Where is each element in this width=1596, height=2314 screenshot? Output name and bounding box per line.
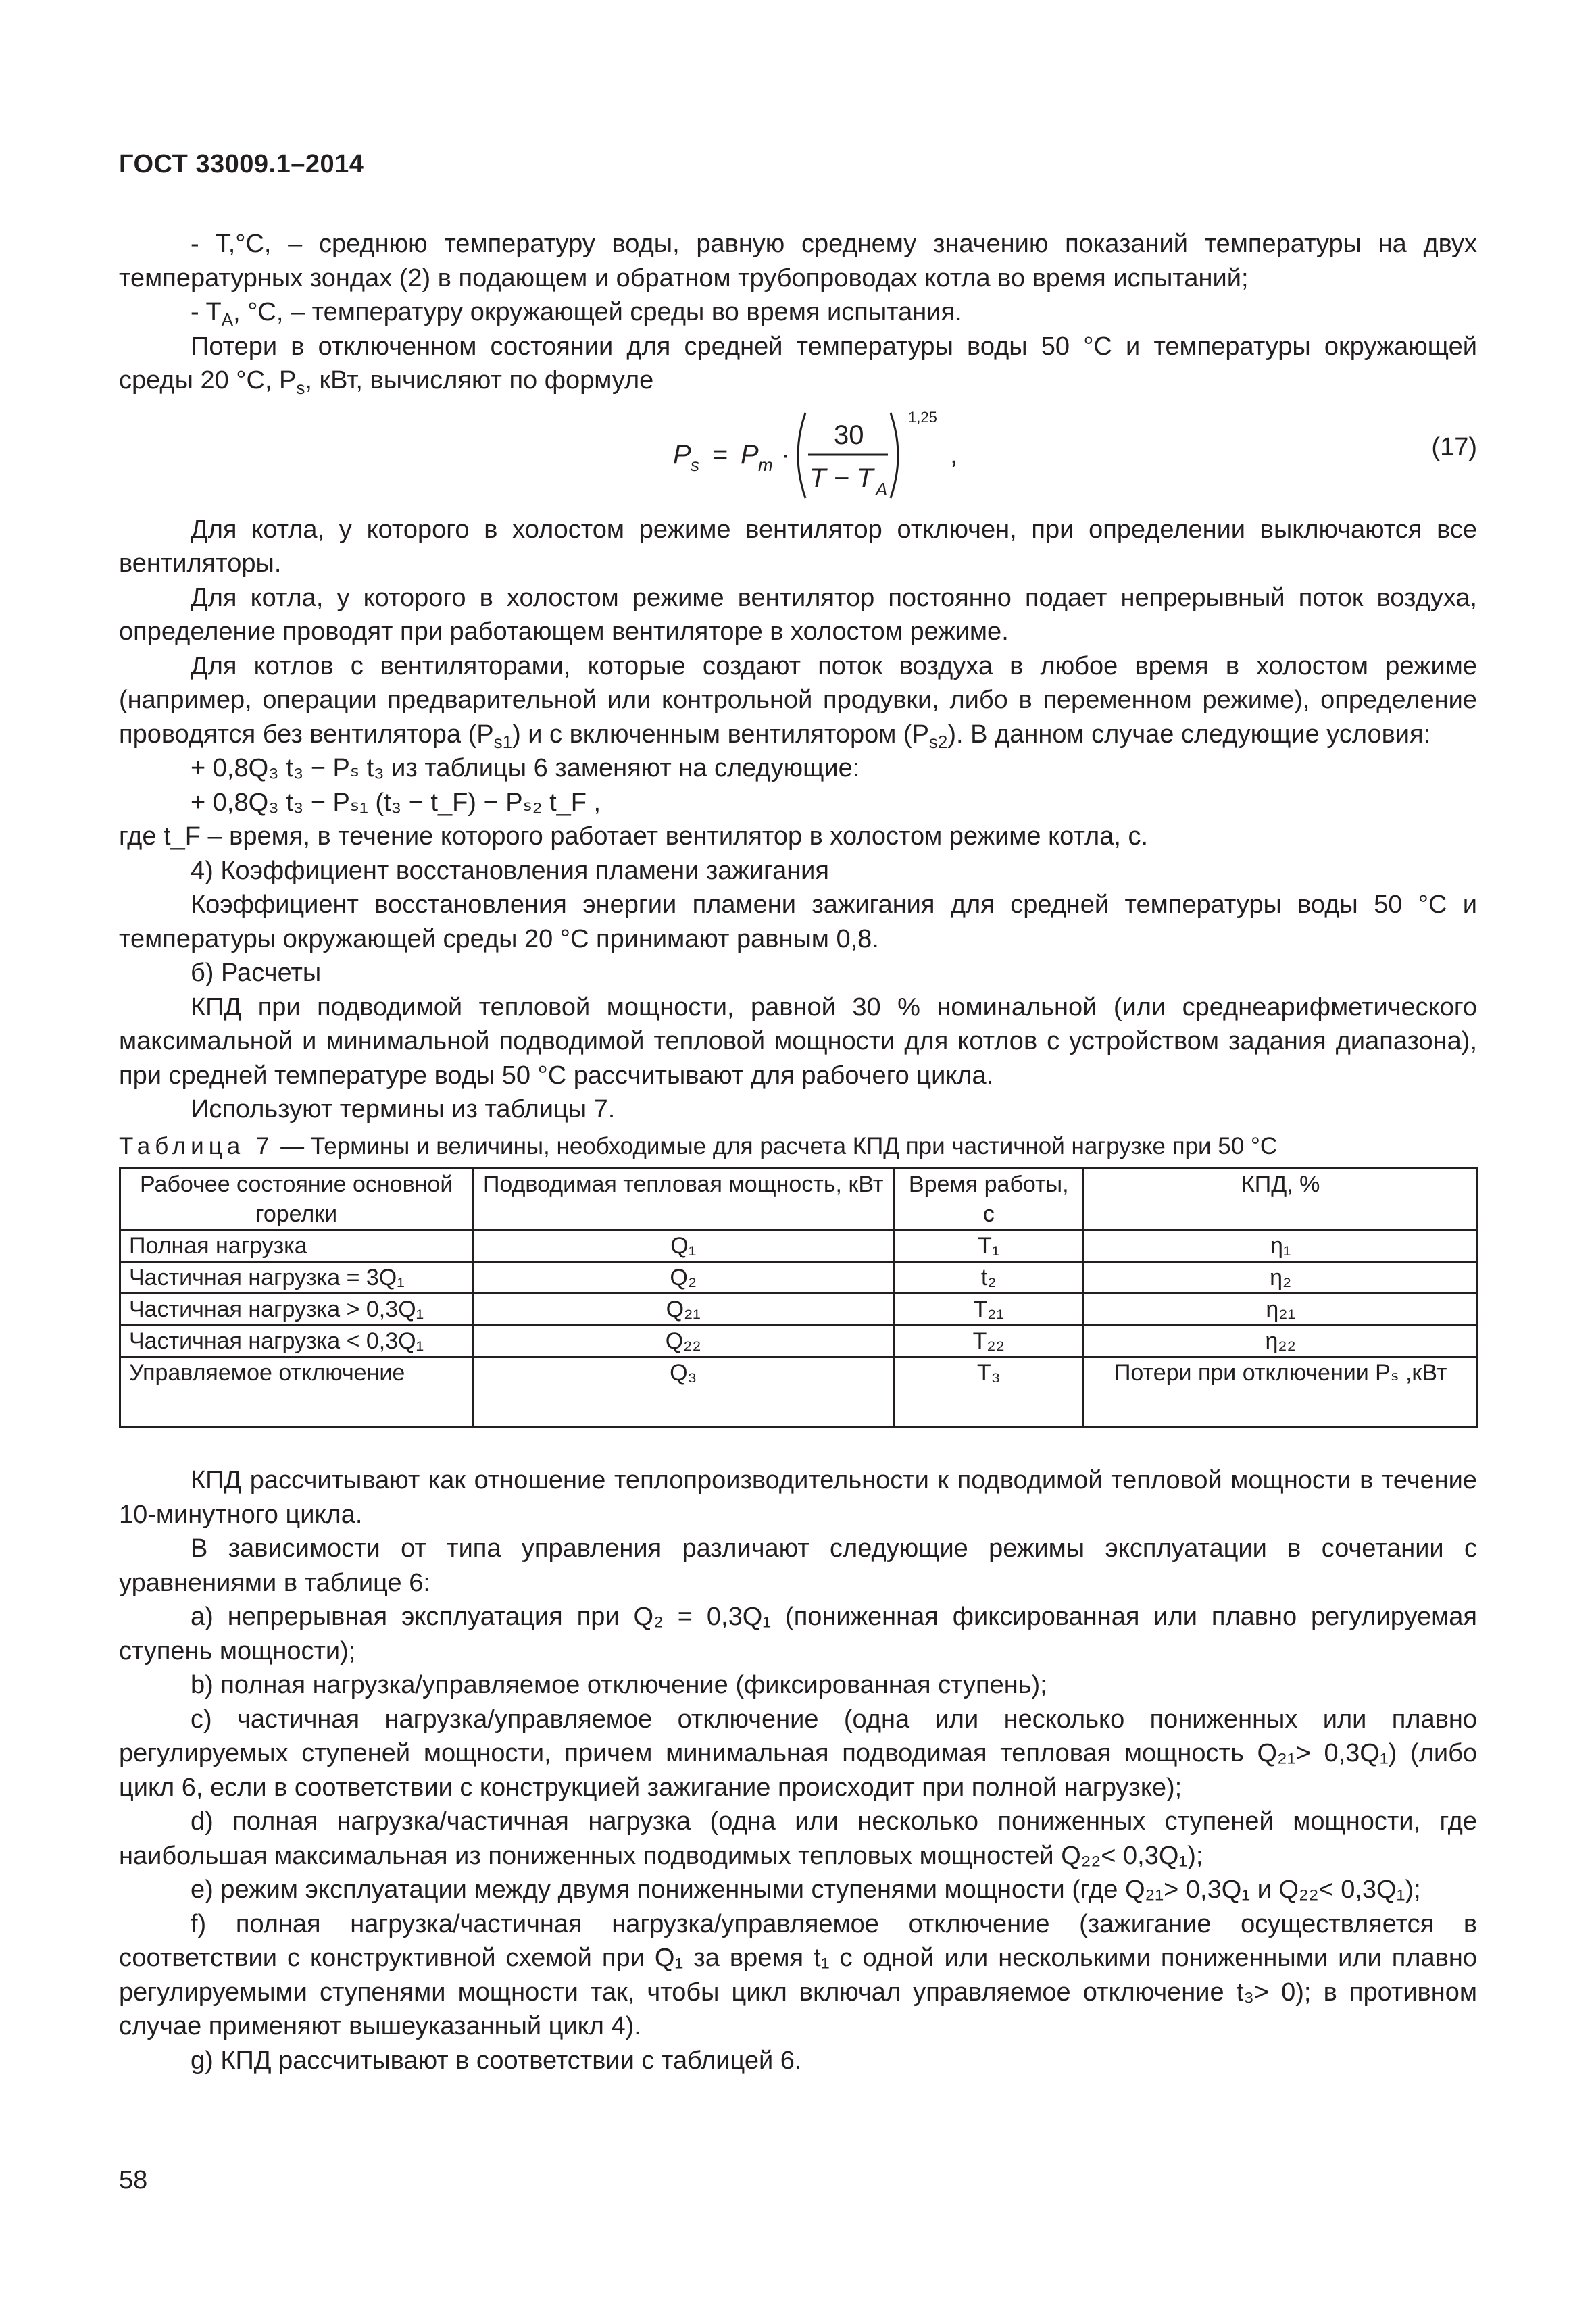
right-paren <box>891 413 898 498</box>
formula-svg <box>673 398 1078 513</box>
paragraph: Коэффициент восстановления энергии пламени зажигания для средней температуры воды 50 °C и температуры окружающей среды 20 °C принимают равным 0,8. <box>119 890 1477 953</box>
list-item: с) частичная нагрузка/управляемое отключение (одна или несколько пониженных или плавно регулируемых ступеней мощности, причем минимальная подводимая тепловая мощность Q₂₁> 0,3Q₁) (либо цикл 6, если в соответствии с конструкцией зажигание происходит при полной нагрузке); <box>119 1705 1477 1802</box>
formula-rhs-sub: m <box>758 454 773 475</box>
table-cell: T₁ <box>894 1230 1084 1262</box>
paragraph: КПД при подводимой тепловой мощности, равной 30 % номинальной (или среднеарифметического максимальной и минимальной подводимой тепловой мощности для котлов с устройством задания диапазона), при средней температуре воды 50 °C рассчитывают для рабочего цикла. <box>119 992 1477 1090</box>
table-cell: η₂ <box>1084 1262 1478 1294</box>
column-header: Подводимая тепловая мощность, кВт <box>473 1169 894 1230</box>
paragraph: КПД рассчитывают как отношение теплопроизводительности к подводимой тепловой мощности в течение 10-минутного цикла. <box>119 1466 1477 1529</box>
paragraph: Используют термины из таблицы 7. <box>191 1095 616 1124</box>
table-cell: Частичная нагрузка = 3Q₁ <box>120 1262 473 1294</box>
table-header-row <box>120 1169 1478 1230</box>
formula-lhs: P <box>673 439 691 470</box>
column-header: КПД, % <box>1084 1169 1478 1230</box>
paragraph: Для котлов с вентиляторами, которые создают поток воздуха в любое время в холостом режиме (например, операции предварительной или контрольной продувки, либо в переменном режиме), определение проводятся без вентилятора $(P_{s1})$ и с включенным вентилятором $(P_{s2})$. В данном случае следующие условия: <box>119 651 1477 752</box>
table-cell: Q₂₁ <box>473 1294 894 1326</box>
formula-equals: = <box>712 439 728 470</box>
table-cell: Полная нагрузка <box>120 1230 473 1262</box>
formula-rhs: P <box>741 439 759 470</box>
paragraph: - T,°C, – среднюю температуру воды, равную среднему значению показаний температуры на двух температурных зондах (2) в подающем и обратном трубопроводах котла во время испытаний; <box>119 230 1477 293</box>
formula-lhs-sub: s <box>691 454 699 475</box>
table-cell: η₁ <box>1084 1230 1478 1262</box>
document-body <box>119 227 1477 2078</box>
table-cell: Q₂ <box>473 1262 894 1294</box>
section-heading: б) Расчеты <box>191 959 322 987</box>
paragraph: Для котла, у которого в холостом режиме вентилятор постоянно подает непрерывный поток воздуха, определение проводят при работающем вентиляторе в холостом режиме. <box>119 583 1477 646</box>
table-cell: η₂₂ <box>1084 1326 1478 1357</box>
list-item: b) полная нагрузка/управляемое отключение (фиксированная ступень); <box>191 1671 1047 1699</box>
condition-line: + 0,8Q₃ t₃ − Pₛ₁ (t₃ − t_F) − Pₛ₂ t_F , <box>191 788 601 817</box>
column-header: Рабочее состояние основной горелки <box>120 1169 473 1230</box>
formula-exponent: 1,25 <box>908 408 937 426</box>
table-cell: T₂₁ <box>894 1294 1084 1326</box>
formula-denominator: T − T <box>809 463 874 493</box>
formula-17 <box>119 398 1477 513</box>
table-cell: η₂₁ <box>1084 1294 1478 1326</box>
left-paren <box>798 413 805 498</box>
table-row <box>120 1230 1478 1262</box>
paragraph: - $T_A$, °C, – температуру окружающей среды во время испытания. <box>191 298 962 330</box>
table-row <box>120 1262 1478 1294</box>
table-cell: Q₁ <box>473 1230 894 1262</box>
page-number: 58 <box>119 2166 148 2194</box>
formula-den-sub: A <box>876 478 888 499</box>
table-cell: Потери при отключении Pₛ ,кВт <box>1084 1357 1478 1428</box>
paragraph: Для котла, у которого в холостом режиме вентилятор отключен, при определении выключаются все вентиляторы. <box>119 515 1477 578</box>
paragraph: Потери в отключенном состоянии для средней температуры воды 50 °C и температуры окружающей среды 20 °C, $P_s$, кВт, вычисляют по формуле <box>119 332 1477 398</box>
table-cell: Частичная нагрузка < 0,3Q₁ <box>120 1326 473 1357</box>
table-row <box>120 1357 1478 1428</box>
paragraph: В зависимости от типа управления различают следующие режимы эксплуатации в сочетании с уравнениями в таблице 6: <box>119 1534 1477 1597</box>
table-cell: Частичная нагрузка > 0,3Q₁ <box>120 1294 473 1326</box>
section-heading: 4) Коэффициент восстановления пламени зажигания <box>191 856 829 885</box>
table-cell: t₂ <box>894 1262 1084 1294</box>
formula-numerator: 30 <box>834 420 864 450</box>
table-caption: Таблица 7 — Термины и величины, необходимые для расчета КПД при частичной нагрузке при 50 °C <box>119 1132 1278 1159</box>
table-row <box>120 1294 1478 1326</box>
table-cell: Q₂₂ <box>473 1326 894 1357</box>
list-item: g) КПД рассчитывают в соответствии с таблицей 6. <box>191 2046 802 2075</box>
table-cell: Управляемое отключение <box>120 1357 473 1428</box>
list-item: е) режим эксплуатации между двумя пониженными ступенями мощности (где Q₂₁> 0,3Q₁ и Q₂₂< 0,3Q₁); <box>191 1876 1421 1904</box>
definition-line: где t_F – время, в течение которого работает вентилятор в холостом режиме котла, с. <box>119 822 1149 851</box>
table-cell: Q₃ <box>473 1357 894 1428</box>
formula-comma: , <box>950 439 958 470</box>
table-row <box>120 1326 1478 1357</box>
table-7 <box>119 1167 1478 1428</box>
list-item: а) непрерывная эксплуатация при Q₂ = 0,3Q₁ (пониженная фиксированная или плавно регулируемая ступень мощности); <box>119 1603 1477 1665</box>
document-header: ГОСТ 33009.1–2014 <box>119 150 364 178</box>
condition-line: + 0,8Q₃ t₃ − Pₛ t₃ из таблицы 6 заменяют на следующие: <box>191 754 860 782</box>
column-header: Время работы, с <box>894 1169 1084 1230</box>
table-cell: T₂₂ <box>894 1326 1084 1357</box>
formula-number: (17) <box>1431 432 1477 461</box>
formula-dot: · <box>781 439 791 470</box>
table-cell: T₃ <box>894 1357 1084 1428</box>
list-item: d) полная нагрузка/частичная нагрузка (одна или несколько пониженных ступеней мощности, где наибольшая максимальная из пониженных подводимых тепловых мощностей Q₂₂< 0,3Q₁); <box>119 1807 1477 1870</box>
list-item: f) полная нагрузка/частичная нагрузка/управляемое отключение (зажигание осуществляется в соответствии с конструктивной схемой при Q₁ за время t₁ с одной или несколькими пониженными или плавно регулируемыми ступенями мощности так, чтобы цикл включал управляемое отключение t₃> 0); в противном случае применяют вышеуказанный цикл 4). <box>119 1909 1477 2040</box>
